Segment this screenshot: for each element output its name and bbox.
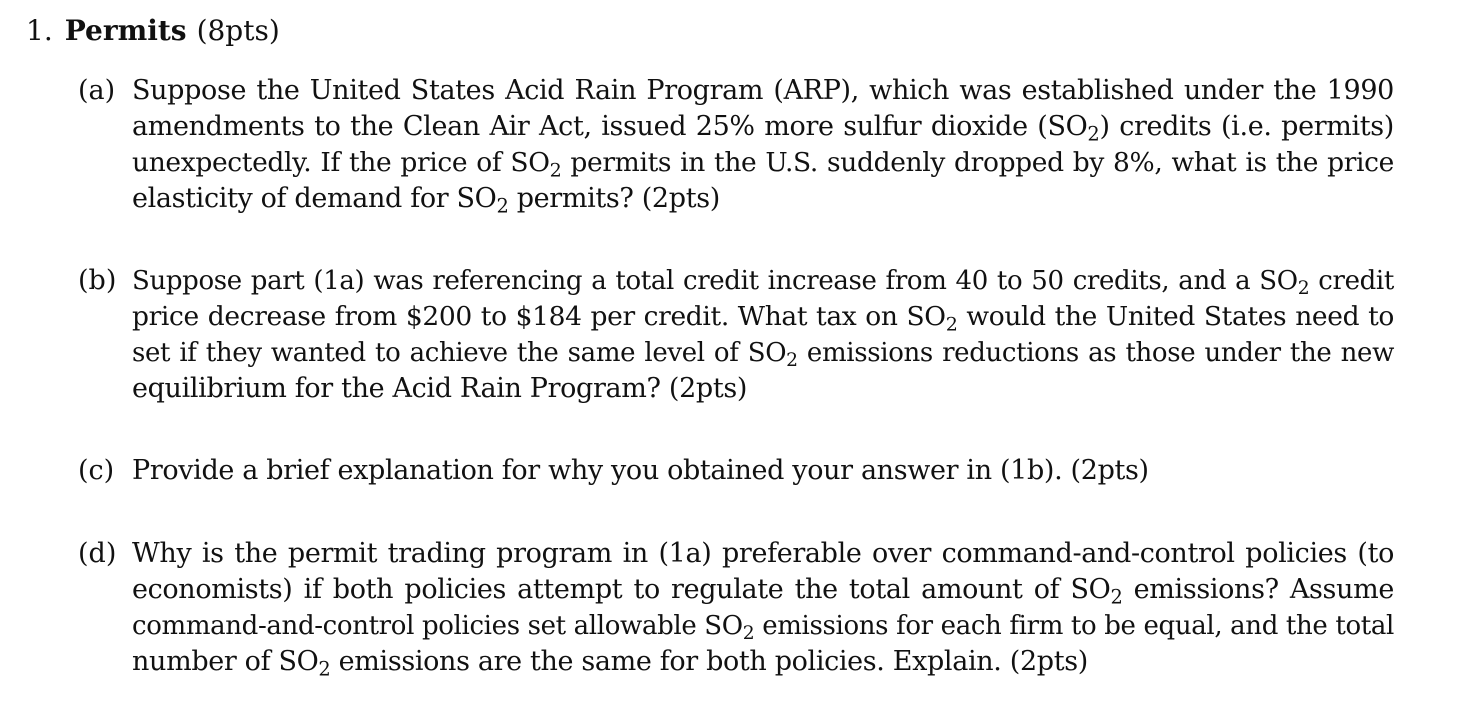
text-line: set if they wanted to achieve the same level of $SO_2$ emissions reductions as those under the new: [132, 338, 1394, 372]
text-line: Why is the permit trading program in (1a) preferable over command-and-control policies (to: [132, 538, 1394, 569]
question-heading: [26, 13, 280, 49]
text-line: price decrease from $200 to $184 per credit. What tax on $SO_2$ would the United States need to: [132, 301, 1394, 336]
text-line: Suppose the United States Acid Rain Program (ARP), which was established under the 1990: [132, 75, 1394, 106]
part-label: (d): [78, 538, 117, 569]
text-line: Provide a brief explanation for why you obtained your answer in (1b). (2pts): [132, 455, 1149, 486]
question-number: 1.: [26, 14, 53, 47]
text-line: command-and-control policies set allowable $SO_2$ emissions for each firm to be equal, and the total: [132, 611, 1394, 645]
part-label: (b): [78, 265, 117, 296]
text-line: amendments to the Clean Air Act, issued 25% more sulfur dioxide $(SO_2)$ credits (i.e. permits): [132, 111, 1394, 146]
text-line: unexpectedly. If the price of $SO_2$ permits in the U.S. suddenly dropped by 8%, what is the price: [132, 147, 1394, 182]
part-label: (c): [78, 455, 115, 486]
part-label: (a): [78, 75, 116, 106]
text-line: elasticity of demand for $SO_2$ permits? (2pts): [132, 183, 720, 218]
question-points: (8pts): [196, 14, 280, 47]
text-line: number of $SO_2$ emissions are the same for both policies. Explain. (2pts): [132, 646, 1088, 681]
text-line: economists) if both policies attempt to regulate the total amount of $SO_2$ emissions? Assume: [132, 574, 1394, 609]
text-line: equilibrium for the Acid Rain Program? (2pts): [132, 373, 748, 404]
question-title: Permits: [64, 14, 187, 47]
text-line: Suppose part (1a) was referencing a total credit increase from 40 to 50 credits, and a $SO_2$ credit: [132, 266, 1394, 300]
